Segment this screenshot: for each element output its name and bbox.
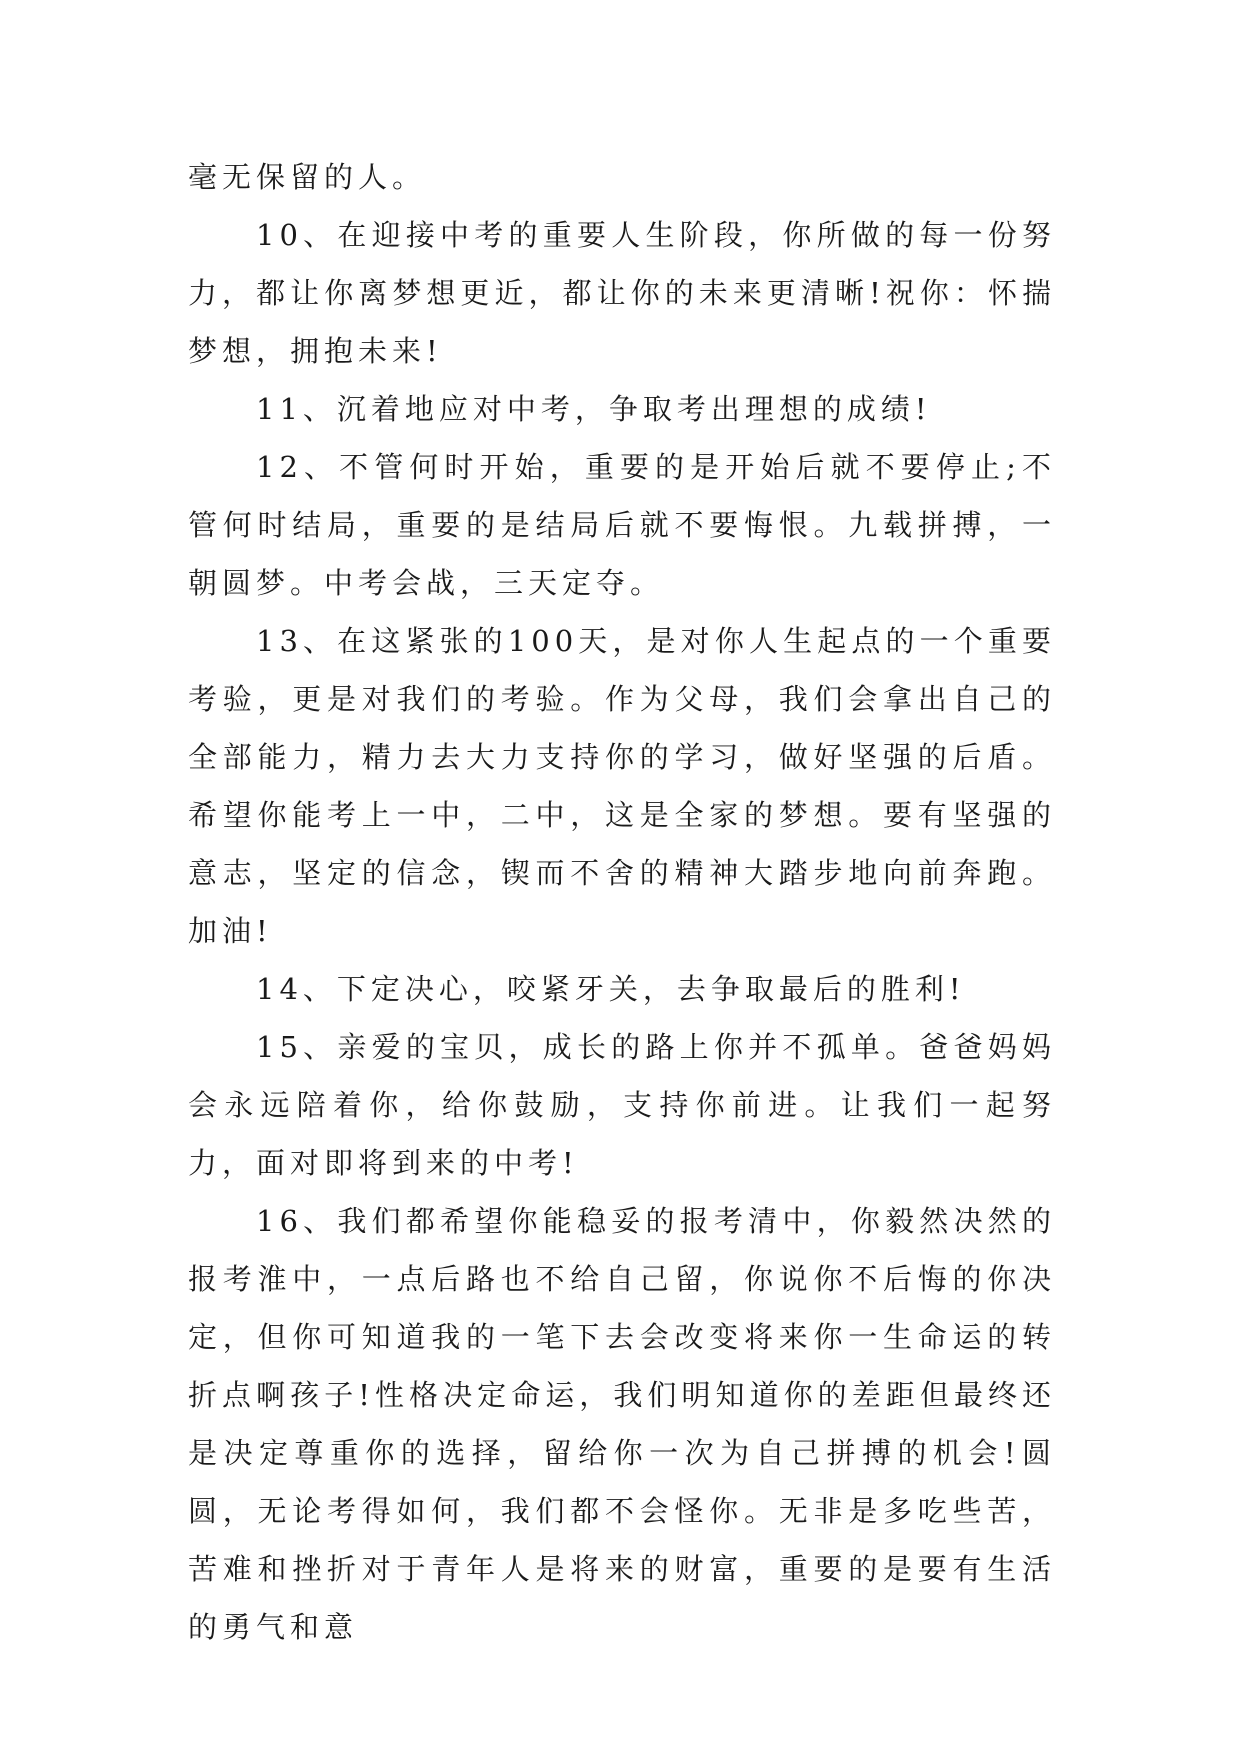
document-body — [188, 148, 1056, 1656]
paragraph-item-14: 14、下定决心，咬紧牙关，去争取最后的胜利! — [256, 972, 966, 1006]
paragraph-continuation: 毫无保留的人。 — [188, 160, 427, 194]
paragraph-item-12: 12、不管何时开始，重要的是开始后就不要停止;不管何时结局，重要的是结局后就不要悔恨。九载拼搏，一朝圆梦。中考会战，三天定夺。 — [188, 450, 1056, 600]
paragraph-item-16: 16、我们都希望你能稳妥的报考清中，你毅然决然的报考淮中，一点后路也不给自己留，你说你不后悔的你决定，但你可知道我的一笔下去会改变将来你一生命运的转折点啊孩子!性格决定命运，我们明知道你的差距但最终还是决定尊重你的选择，留给你一次为自己拼搏的机会!圆圆，无论考得如何，我们都不会怪你。无非是多吃些苦，苦难和挫折对于青年人是将来的财富，重要的是要有生活的勇气和意 — [188, 1204, 1056, 1644]
paragraph-item-13: 13、在这紧张的100天，是对你人生起点的一个重要考验，更是对我们的考验。作为父母，我们会拿出自己的全部能力，精力去大力支持你的学习，做好坚强的后盾。希望你能考上一中，二中，这是全家的梦想。要有坚强的意志，坚定的信念，锲而不舍的精神大踏步地向前奔跑。加油! — [188, 624, 1056, 948]
paragraph-item-10: 10、在迎接中考的重要人生阶段，你所做的每一份努力，都让你离梦想更近，都让你的未来更清晰!祝你：怀揣梦想，拥抱未来! — [188, 218, 1056, 368]
paragraph-item-11: 11、沉着地应对中考，争取考出理想的成绩! — [256, 392, 932, 426]
paragraph-item-15: 15、亲爱的宝贝，成长的路上你并不孤单。爸爸妈妈会永远陪着你，给你鼓励，支持你前进。让我们一起努力，面对即将到来的中考! — [188, 1030, 1056, 1180]
